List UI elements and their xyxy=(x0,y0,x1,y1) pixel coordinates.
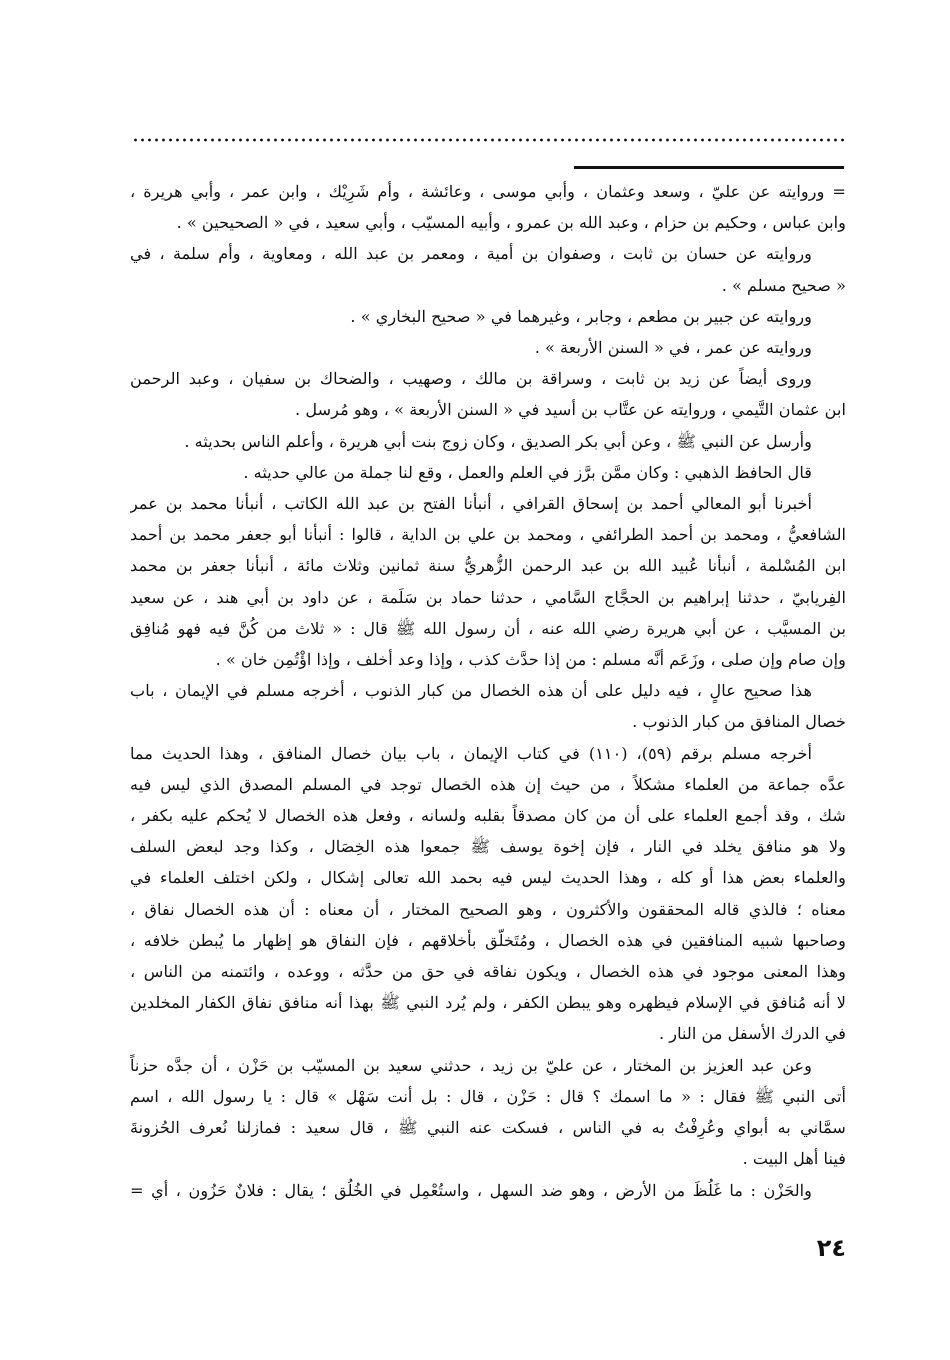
text-line: وصاحبها شبيه المنافقين في هذه الخصال ، ومُتَخلّق بأخلاقهم ، فإن النفاق هو إظهار ما يُبطن خلافه ، xyxy=(130,930,846,950)
text-line: وأرسل عن النبي ﷺ ، وعن أبي بكر الصديق ، وكان زوج بنت أبي هريرة ، وأعلم الناس بحديثه . xyxy=(184,431,812,451)
text-line: بن المسيَّب ، عن أبي هريرة رضي الله عنه ، أن رسول الله ﷺ قال : « ثلاث من كُنَّ فيه فهو مُنافِق xyxy=(130,618,846,638)
text-line: وهذا المعنى موجود في هذه الخصال ، ويكون نفاقه في حق من حدَّثه ، ووعده ، وائتمنه من الناس ، xyxy=(130,962,846,982)
text-line: عدَّه جماعة من العلماء مشكلاً ، من حيث إن هذه الخصال توجد في المسلم المصدق الذي ليس فيه xyxy=(130,774,846,794)
dotted-separator xyxy=(132,138,844,142)
text-line: الشافعيُّ ، ومحمد بن أحمد الطرائفي ، ومحمد بن علي بن الداية ، قالوا : أنبأنا أبو جعفر محمد بن أحمد xyxy=(130,525,846,545)
text-line: وروايته عن حسان بن ثابت ، وصفوان بن أمية ، ومعمر بن عبد الله ، ومعاوية ، وأم سلمة ، في xyxy=(130,244,812,264)
text-line: لا أنه مُنافق في الإسلام فيظهره وهو يبطن الكفر ، ولم يُرد النبي ﷺ بهذا أنه منافق نفاق الكفار المخلدين xyxy=(130,993,846,1013)
page-number: ٢٤ xyxy=(816,1234,846,1262)
text-line: هذا صحيح عالٍ ، فيه دليل على أن هذه الخصال من كبار الذنوب ، أخرجه مسلم في الإيمان ، باب xyxy=(130,681,812,701)
text-line: أخرجه مسلم برقم (٥٩)، (١١٠) في كتاب الإيمان ، باب بيان خصال المنافق ، وهذا الحديث مما xyxy=(130,743,812,763)
text-line: فينا أهل البيت . xyxy=(742,1149,846,1169)
text-line: ولا هو منافق يخلد في النار ، فإن إخوة يوسف ﷺ جمعوا هذه الخِصَال ، وكذا وجد لبعض السلف xyxy=(130,837,846,857)
text-line: وابن عباس ، وحكيم بن حزام ، وعبد الله بن عمرو ، وأبيه المسيّب ، وأبي سعيد ، في « الصحيحين » . xyxy=(176,213,846,233)
footnote-rule xyxy=(574,166,844,169)
text-line: وروايته عن عمر ، في « السنن الأربعة » . xyxy=(534,338,812,358)
text-line: في الدرك الأسفل من النار . xyxy=(659,1024,846,1044)
text-line: أخبرنا أبو المعالي أحمد بن إسحاق القرافي ، أنبأنا الفتح بن عبد الله الكاتب ، أنبأنا محمد بن عمر xyxy=(130,494,812,514)
text-line: = وروايته عن عليّ ، وسعد وعثمان ، وأبي موسى ، وعائشة ، وأم شَرِيْك ، وابن عمر ، وأبي هريرة ، xyxy=(130,182,846,201)
text-line: والحَزْن : ما غَلُظَ من الأرض ، وهو ضد السهل ، واستُعْمِل في الخُلُق ؛ يقال : فلانٌ حَزُون ، أي = xyxy=(130,1180,812,1200)
text-line: الفِريابيّ ، حدثنا إبراهيم بن الحجَّاج السَّامي ، حدثنا حماد بن سَلَمة ، عن داود بن أبي هند ، عن سعيد xyxy=(130,587,846,607)
text-line: وإن صام وإن صلى ، وزَعَم أنَّه مسلم : من إذا حدَّث كذب ، وإذا وعد أخلف ، وإذا اؤْتُمِن خان » . xyxy=(215,650,846,670)
footnote-body xyxy=(130,176,846,1206)
text-line: وروى أيضاً عن زيد بن ثابت ، وسراقة بن مالك ، وصهيب ، والضحاك بن سفيان ، وعبد الرحمن xyxy=(130,369,812,389)
text-line: ابن عثمان التَّيمي ، وروايته عن عتَّاب بن أسيد في « السنن الأربعة » ، وهو مُرسل . xyxy=(295,400,846,420)
text-line: شك ، وقد أجمع العلماء على أن من كان مصدقاً بقلبه ولسانه ، وفعل هذه الخصال لا يُحكم عليه بكفر ، xyxy=(130,806,846,826)
text-line: خصال المنافق من كبار الذنوب . xyxy=(632,712,846,732)
text-line: سمَّاني به أبواي وعُرِفْتُ به في الناس ، فسكت عنه النبي ﷺ ، قال سعيد : فمازلنا نُعرف الحُزونةَ xyxy=(130,1118,846,1138)
text-line: قال الحافظ الذهبي : وكان ممَّن برَّز في العلم والعمل ، وقع لنا جملة من عالي حديثه . xyxy=(243,462,812,482)
text-line: ابن المُسْلمة ، أنبأنا عُبيد الله بن عبد الرحمن الزُّهريُّ سنة ثمانين وثلاث مائة ، أنبأنا جعفر بن محمد xyxy=(130,556,846,576)
text-line: معناه ؛ فالذي قاله المحققون والأكثرون ، وهو الصحيح المختار ، أن معناه : أن هذه الخصال نفاق ، xyxy=(130,899,846,919)
text-line: أتى النبي ﷺ فقال : « ما اسمك ؟ قال : حَزْن ، قال : بل أنت سَهْل » قال : يا رسول الله ، اسم xyxy=(130,1086,846,1106)
text-line: وروايته عن جبير بن مطعم ، وجابر ، وغيرهما في « صحيح البخاري » . xyxy=(350,306,812,326)
text-line: وعن عبد العزيز بن المختار ، عن عليّ بن زيد ، حدثني سعيد بن المسيّب بن حَزْن ، أن جدَّه حزناً xyxy=(130,1055,812,1075)
text-line: والعلماء بعض هذا أو كله ، وهذا الحديث ليس فيه بحمد الله تعالى إشكال ، ولكن اختلف العلماء في xyxy=(130,868,846,888)
text-line: « صحيح مسلم » . xyxy=(721,275,846,295)
